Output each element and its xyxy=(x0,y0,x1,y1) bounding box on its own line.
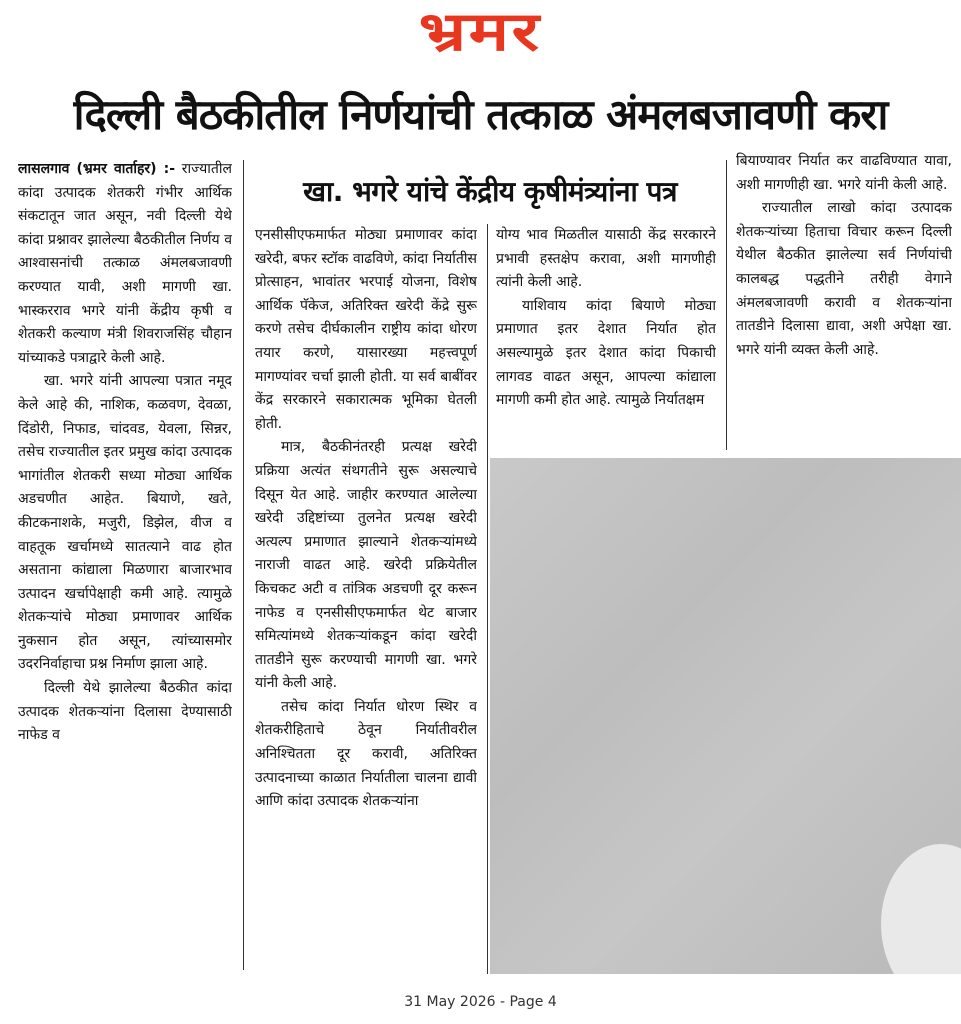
article-paragraph: तसेच कांदा निर्यात धोरण स्थिर व शेतकरीहिताचे ठेवून निर्यातीवरील अनिश्चितता दूर करावी, अतिरिक्त उत्पादनाच्या काळात निर्यातीला चालना द्यावी आणि कांदा उत्पादक शेतकऱ्यांना xyxy=(255,698,477,810)
masthead-logo: भ्रमर xyxy=(419,0,542,63)
article-photo xyxy=(490,458,961,974)
subheadline: खा. भगरे यांचे केंद्रीय कृषीमंत्र्यांना पत्र xyxy=(303,175,677,208)
article-paragraph: मात्र, बैठकीनंतरही प्रत्यक्ष खरेदी प्रक्रिया अत्यंत संथगतीने सुरू असल्याचे दिसून येत आहे. जाहीर करण्यात आलेल्या खरेदी उद्दिष्टांच्या तुलनेत प्रत्यक्ष खरेदी अत्यल्प प्रमाणात झाल्याने शेतकऱ्यांमध्ये नाराजी वाढत आहे. खरेदी प्रक्रियेतील किचकट अटी व तांत्रिक अडचणी दूर करून नाफेड व एनसीसीएफमार्फत थेट बाजार समित्यांमध्ये शेतकऱ्यांकडून कांदा खरेदी तातडीने सुरू करण्याची मागणी खा. भगरे यांनी केली आहे. xyxy=(255,439,477,692)
article-column-4 xyxy=(736,150,952,454)
article-paragraph: याशिवाय कांदा बियाणे मोठ्या प्रमाणात इतर देशात निर्यात होत असल्यामुळे इतर देशात कांदा पिकाची लागवड वाढत असून, आपल्या कांद्याला मागणी कमी होत आहे. त्यामुळे निर्यातक्षम xyxy=(496,297,716,409)
masthead xyxy=(0,0,961,68)
column-rule xyxy=(487,224,488,974)
article-paragraph: खा. भगरे यांनी आपल्या पत्रात नमूद केले आहे की, नाशिक, कळवण, देवळा, दिंडोरी, निफाड, चांदवड, येवला, सिन्नर, तसेच राज्यातील इतर प्रमुख कांदा उत्पादक भागांतील शेतकरी सध्या मोठ्या आर्थिक अडचणीत आहेत. बियाणे, खते, कीटकनाशके, मजुरी, डिझेल, वीज व वाहतूक खर्चामध्ये सातत्याने वाढ होत असताना कांद्याला मिळणारा बाजारभाव उत्पादन खर्चापेक्षाही कमी आहे. त्यामुळे शेतकऱ्यांचे मोठ्या प्रमाणावर आर्थिक नुकसान होत असून, त्यांच्यासमोर उदरनिर्वाहाचा प्रश्न निर्माण झाला आहे. xyxy=(18,373,232,673)
column-rule xyxy=(726,160,727,450)
article-column-2 xyxy=(255,224,477,978)
column-rule xyxy=(243,160,244,970)
article-paragraph: राज्यातील लाखो कांदा उत्पादक शेतकऱ्यांच्या हिताचा विचार करून दिल्ली येथील बैठकीत झालेल्या सर्व निर्णयांची कालबद्ध पद्धतीने तरीही वेगाने अंमलबजावणी करावी व शेतकऱ्यांना तातडीने दिलासा द्यावा, अशी अपेक्षा खा. भगरे यांनी व्यक्त केली आहे. xyxy=(736,200,952,358)
page-footer: 31 May 2026 - Page 4 xyxy=(404,994,557,1010)
article-column-1 xyxy=(18,158,232,978)
headline: दिल्ली बैठकीतील निर्णयांची तत्काळ अंमलबजावणी करा xyxy=(73,90,888,139)
article-paragraph: बियाण्यावर निर्यात कर वाढविण्यात यावा, अशी मागणीही खा. भगरे यांनी केली आहे. xyxy=(736,153,952,193)
article-paragraph: एनसीसीएफमार्फत मोठ्या प्रमाणावर कांदा खरेदी, बफर स्टॉक वाढविणे, कांदा निर्यातीस प्रोत्साहन, भावांतर भरपाई योजना, विशेष आर्थिक पॅकेज, अतिरिक्त खरेदी केंद्रे सुरू करणे तसेच दीर्घकालीन राष्ट्रीय कांदा धोरण तयार करणे, यासारख्या महत्त्वपूर्ण मागण्यांवर चर्चा झाली होती. या सर्व बाबींवर केंद्र सरकारने सकारात्मक भूमिका घेतली होती. xyxy=(255,227,477,432)
article-paragraph xyxy=(18,158,232,370)
article-paragraph: योग्य भाव मिळतील यासाठी केंद्र सरकारने प्रभावी हस्तक्षेप करावा, अशी मागणीही त्यांनी केली आहे. xyxy=(496,227,716,291)
article-column-3 xyxy=(496,224,716,454)
paragraph-text: राज्यातील कांदा उत्पादक शेतकरी गंभीर आर्थिक संकटातून जात असून, नवी दिल्ली येथे कांदा प्रश्नावर झालेल्या बैठकीतील निर्णय व आश्वासनांची तत्काळ अंमलबजावणी करण्यात यावी, अशी मागणी खा. भास्करराव भगरे यांनी केंद्रीय कृषी व शेतकरी कल्याण मंत्री शिवराजसिंह चौहान यांच्याकडे पत्राद्वारे केली आहे. xyxy=(18,161,232,366)
dateline: लासलगाव (भ्रमर वार्ताहर) :- xyxy=(18,161,176,177)
photo-highlight xyxy=(881,844,961,974)
article-paragraph: दिल्ली येथे झालेल्या बैठकीत कांदा उत्पादक शेतकऱ्यांना दिलासा देण्यासाठी नाफेड व xyxy=(18,680,232,744)
